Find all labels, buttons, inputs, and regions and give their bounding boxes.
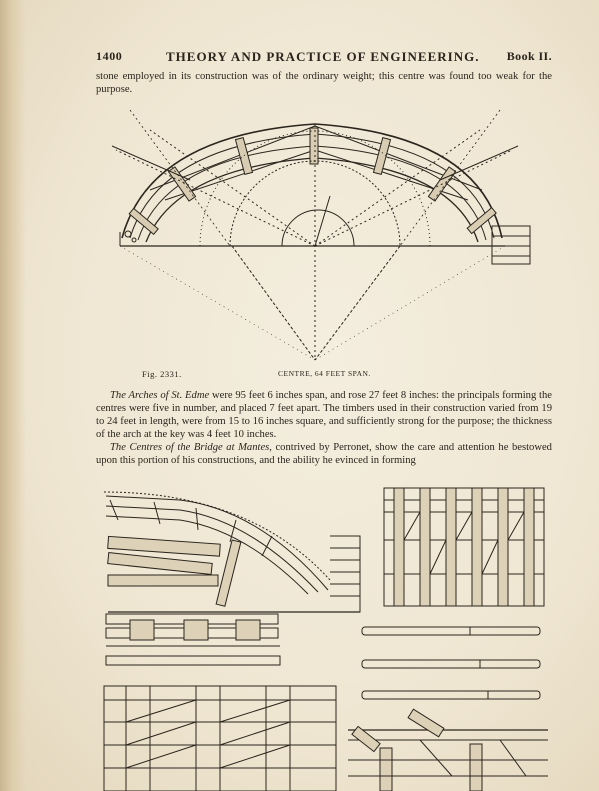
st-edme-lead: The Arches of St. Edme (110, 390, 210, 401)
figure-caption: CENTRE, 64 FEET SPAN. (278, 369, 371, 378)
st-edme-body: were 95 feet 6 inches span, and rose 27 feet 8 inches: the principals forming the centres were five in number, and placed 7 feet apart. The timbers used in their construction varied from 19 to 24 feet in length, were from 15 to 16 inches square, and sufficiently strong for the purpose; the thickness of the arch at the key was 4 feet 10 inches. (96, 390, 552, 440)
page-number: 1400 (96, 49, 123, 63)
mantes-lead: The Centres of the Bridge at Mantes (110, 442, 270, 453)
running-title: THEORY AND PRACTICE OF ENGINEERING. (166, 49, 480, 64)
intro-text: stone employed in its construction was of the ordinary weight; this centre was found too weak for the purpose. (96, 71, 552, 95)
book-label: Book II. (506, 49, 552, 63)
mantes-body: , contrived by Perronet, show the care and attention he bestowed upon this portion of his constructions, and the ability he evinced in forming (96, 442, 552, 466)
figure-number: Fig. 2331. (142, 369, 182, 379)
